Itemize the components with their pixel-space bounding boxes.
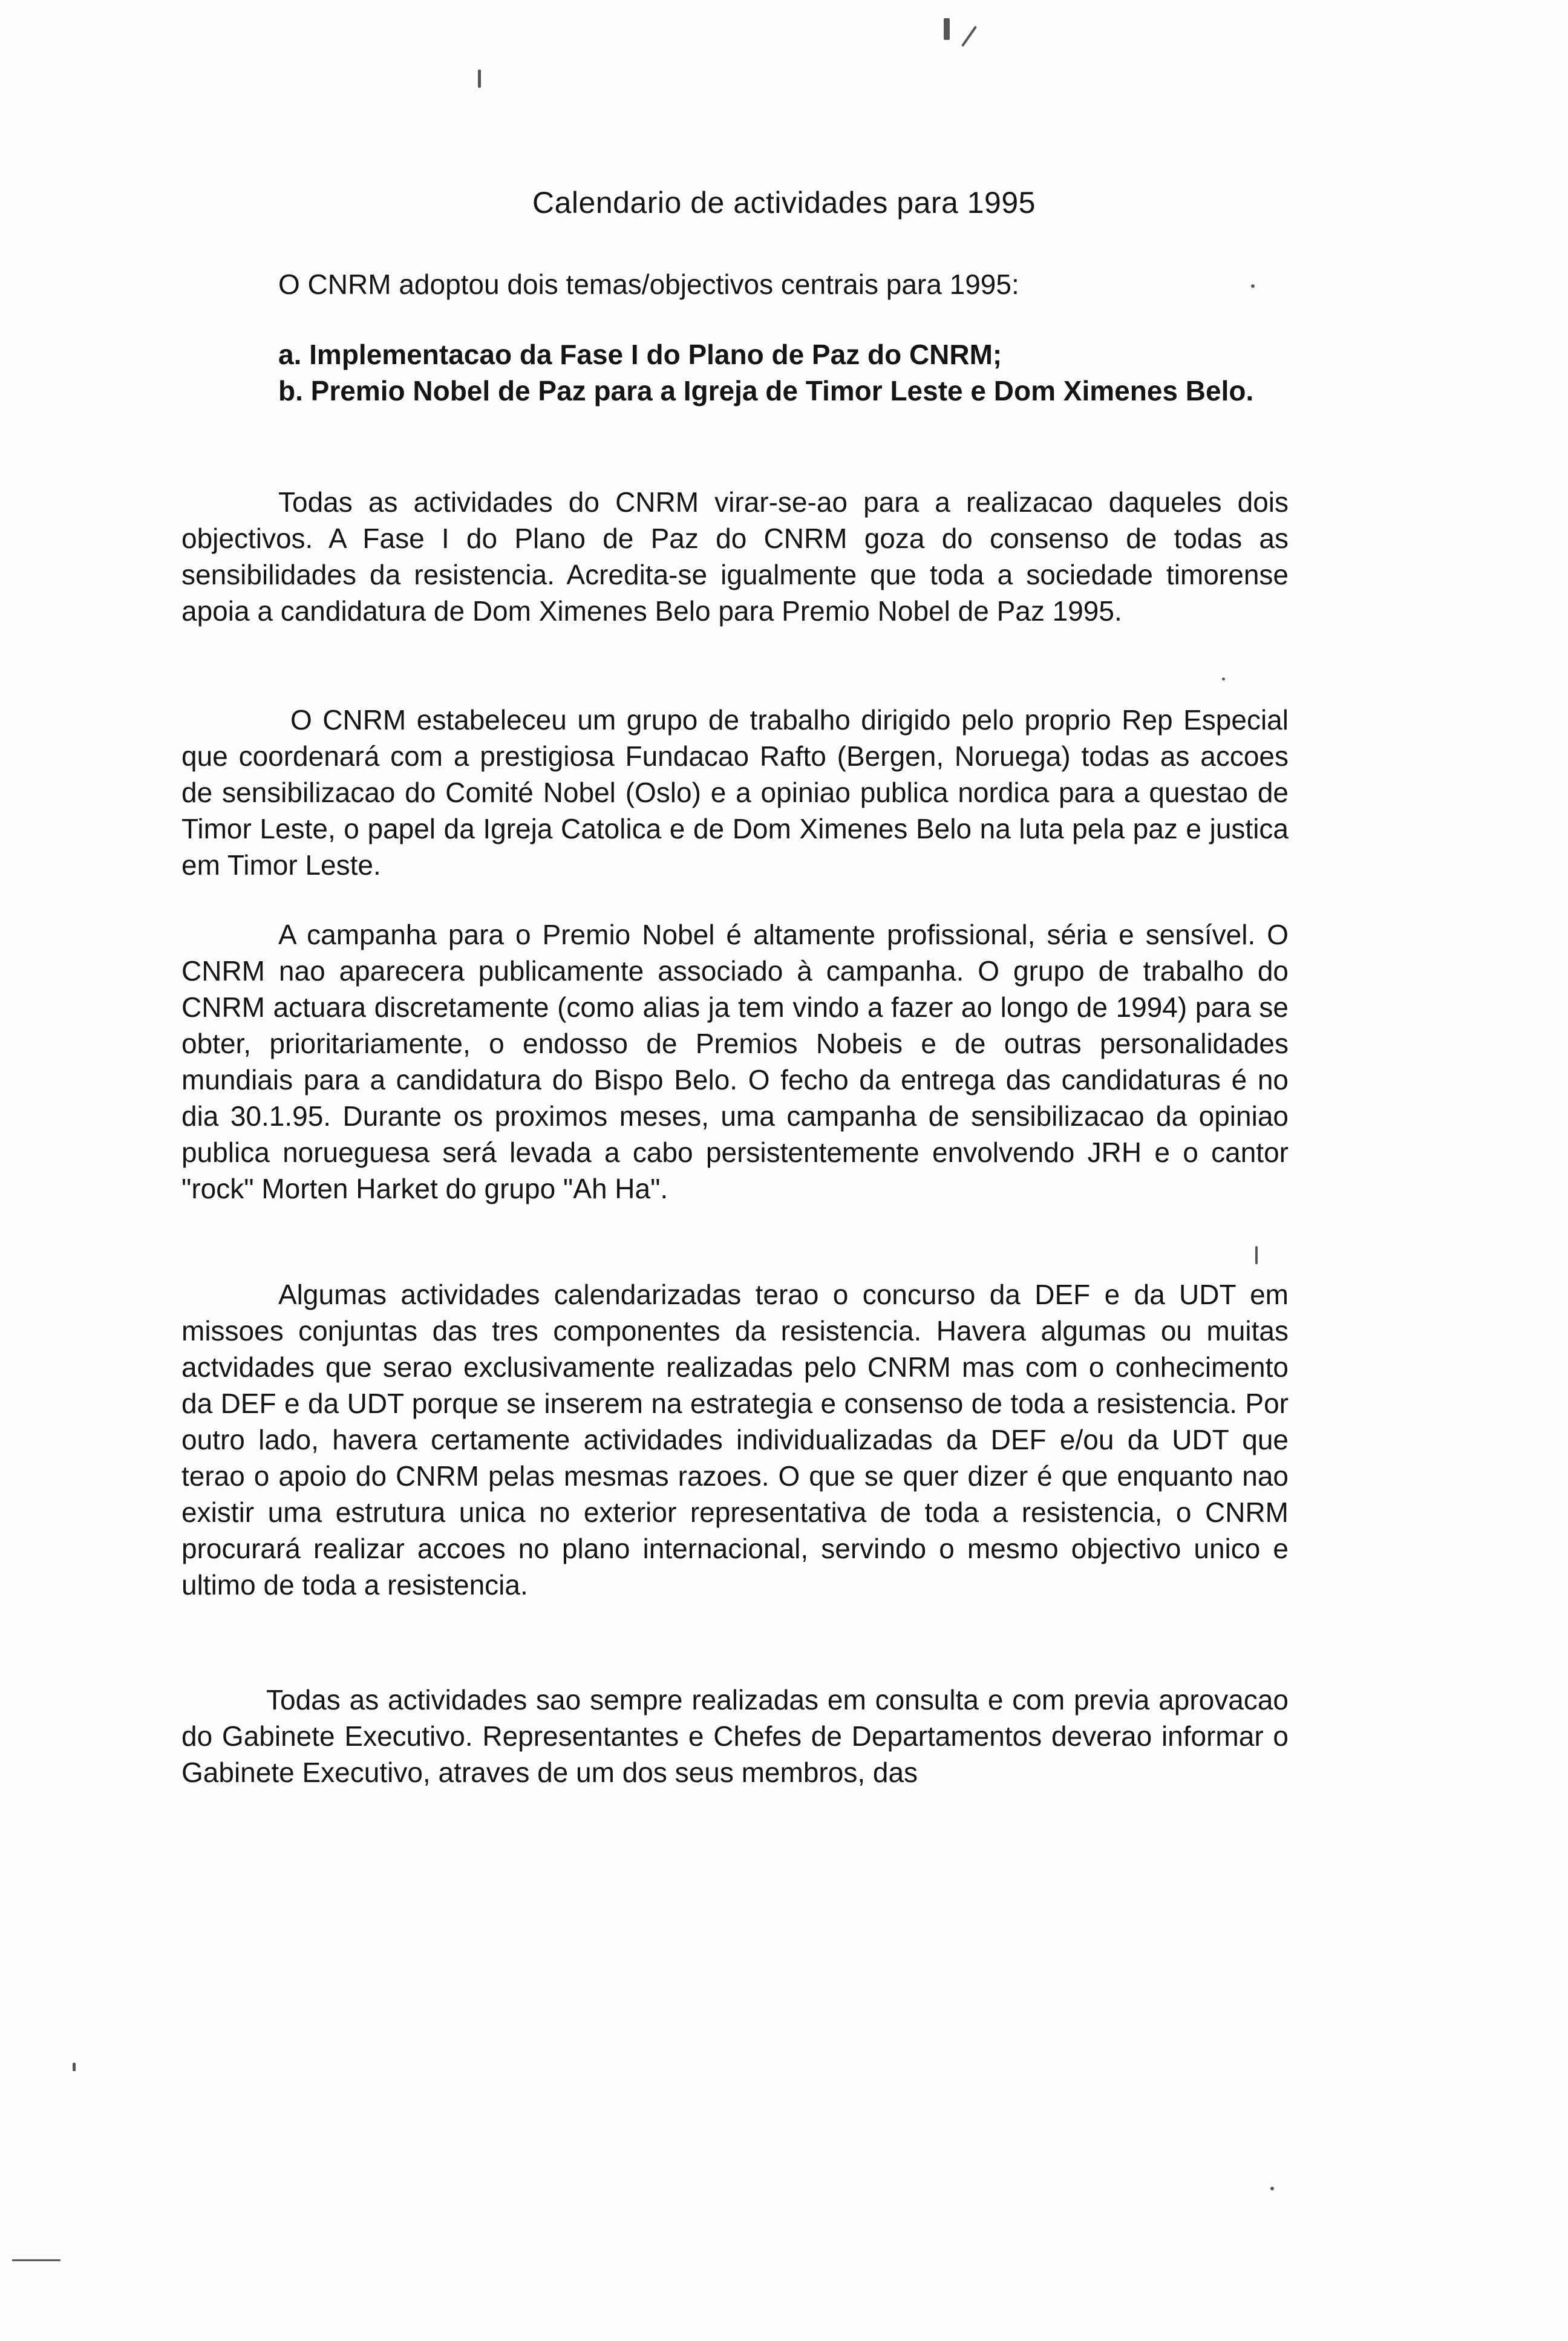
document-title: Calendario de actividades para 1995 bbox=[532, 186, 1036, 220]
objective-item-b: b. Premio Nobel de Paz para a Igreja de Timor Leste e Dom Ximenes Belo. bbox=[278, 375, 1254, 406]
objective-item-a: a. Implementacao da Fase I do Plano de Paz do CNRM; bbox=[278, 339, 1002, 370]
paragraph-objectives-consensus: Todas as actividades do CNRM virar-se-ao para a realizacao daqueles dois objectivos. A Fase I do Plano de Paz do CNRM goza do consenso de todas as sensibilidades da resistencia. Acredita-se igualmente que toda a sociedade timorense apoia a candidatura de Dom Ximenes Belo para Premio Nobel de Paz 1995. bbox=[181, 486, 1289, 627]
paragraph-working-group: O CNRM estabeleceu um grupo de trabalho dirigido pelo proprio Rep Especial que coordenará com a prestigiosa Fundacao Rafto (Bergen, Noruega) todas as accoes de sensibilizacao do Comité Nobel (Oslo) e a opiniao publica nordica para a questao de Timor Leste, o papel da Igreja Catolica e de Dom Ximenes Belo na luta pela paz e justica em Timor Leste. bbox=[181, 704, 1289, 881]
paragraph-executive-approval: Todas as actividades sao sempre realizadas em consulta e com previa aprovacao do Gabinete Executivo. Representantes e Chefes de Departamentos deverao informar o Gabinete Executivo, atraves de um dos seus membros, das bbox=[181, 1684, 1289, 1788]
objectives-list bbox=[181, 336, 1289, 409]
paragraph-joint-activities: Algumas actividades calendarizadas terao o concurso da DEF e da UDT em missoes conjuntas das tres componentes da resistencia. Havera algumas ou muitas actvidades que serao exclusivamente realizadas pelo CNRM mas com o conhecimento da DEF e da UDT porque se inserem na estrategia e consenso de toda a resistencia. Por outro lado, havera certamente actividades individualizadas da DEF e/ou da UDT que terao o apoio do CNRM pelas mesmas razoes. O que se quer dizer é que enquanto nao existir uma estrutura unica no exterior representativa de toda a resistencia, o CNRM procurará realizar accoes no plano internacional, servindo o mesmo objectivo unico e ultimo de toda a resistencia. bbox=[181, 1279, 1289, 1601]
intro-sentence: O CNRM adoptou dois temas/objectivos centrais para 1995: bbox=[278, 269, 1019, 300]
paragraph-nobel-campaign: A campanha para o Premio Nobel é altamente profissional, séria e sensível. O CNRM nao aparecera publicamente associado à campanha. O grupo de trabalho do CNRM actuara discretamente (como alias ja tem vindo a fazer ao longo de 1994) para se obter, prioritariamente, o endosso de Premios Nobeis e de outras personalidades mundiais para a candidatura do Bispo Belo. O fecho da entrega das candidaturas é no dia 30.1.95. Durante os proximos meses, uma campanha de sensibilizacao da opiniao publica norueguesa será levada a cabo persistentemente envolvendo JRH e o cantor "rock" Morten Harket do grupo "Ah Ha". bbox=[181, 919, 1289, 1204]
